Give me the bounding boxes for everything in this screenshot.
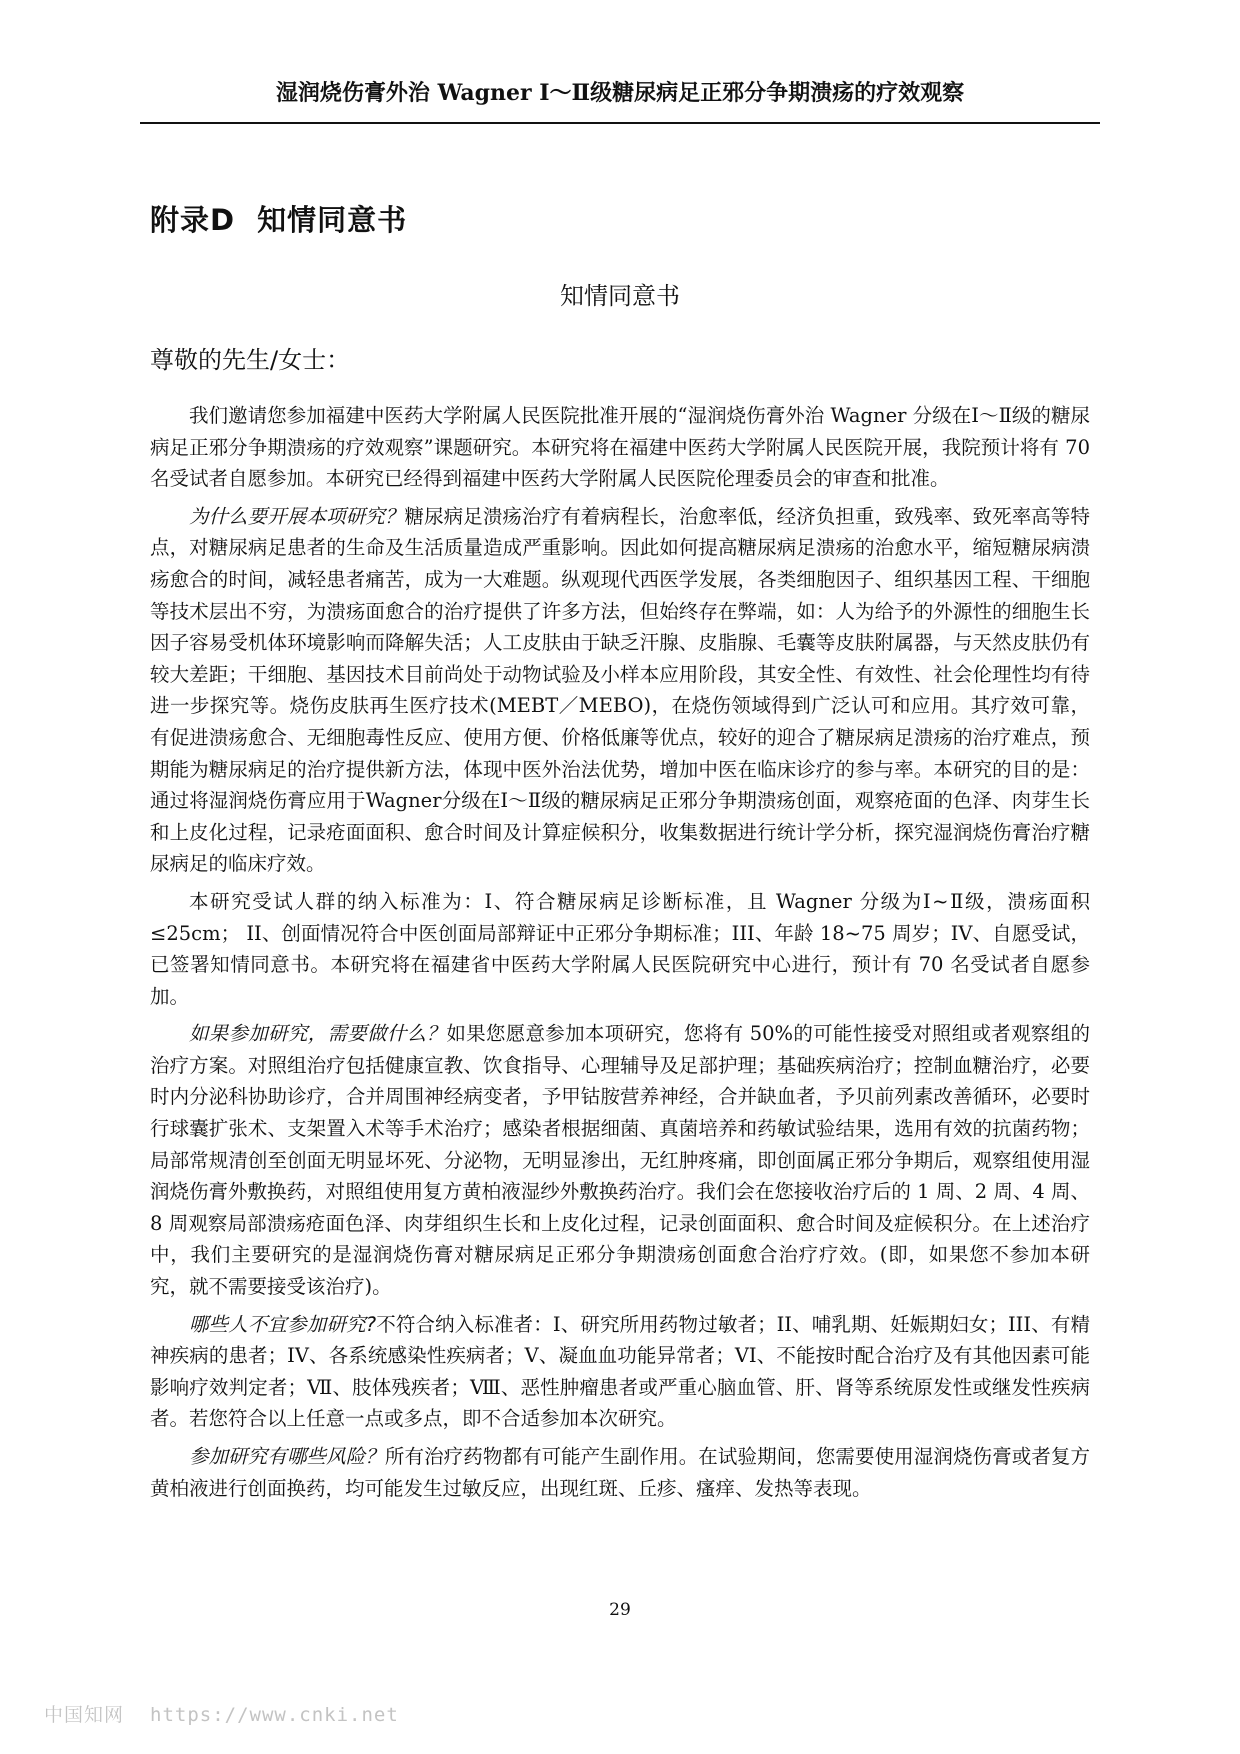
paragraph-lead-in: 哪些人不宜参加研究?: [189, 1312, 377, 1336]
page-number: 29: [609, 1600, 631, 1620]
paragraph-text: 糖尿病足溃疡治疗有着病程长，治愈率低，经济负担重，致残率、致死率高等特点，对糖尿病足患者的生命及生活质量造成严重影响。因此如何提高糖尿病足溃疡的治愈水平，缩短糖尿病溃疡愈合的时间，减轻患者痛苦，成为一大难题。纵观现代西医学发展，各类细胞因子、组织基因工程、干细胞等技术层出不穷，为溃疡面愈合的治疗提供了许多方法，但始终存在弊端，如：人为给予的外源性的细胞生长因子容易受机体环境影响而降解失活；人工皮肤由于缺乏汗腺、皮脂腺、毛囊等皮肤附属器，与天然皮肤仍有较大差距；干细胞、基因技术目前尚处于动物试验及小样本应用阶段，其安全性、有效性、社会伦理性均有待进一步探究等。烧伤皮肤再生医疗技术(MEBT／MEBO)，在烧伤领域得到广泛认可和应用。其疗效可靠，有促进溃疡愈合、无细胞毒性反应、使用方便、价格低廉等优点，较好的迎合了糖尿病足溃疡的治疗难点，预期能为糖尿病足的治疗提供新方法，体现中医外治法优势，增加中医在临床诊疗的参与率。本研究的目的是：通过将湿润烧伤膏应用于Wagner分级在Ⅰ～Ⅱ级的糖尿病足正邪分争期溃疡创面，观察疮面的色泽、肉芽生长和上皮化过程，记录疮面面积、愈合时间及计算症候积分，收集数据进行统计学分析，探究湿润烧伤膏治疗糖尿病足的临床疗效。: [150, 504, 1090, 876]
section-title: 知情同意书: [257, 203, 408, 237]
running-header: [140, 78, 1100, 124]
document-title: 知情同意书: [560, 282, 680, 310]
section-label: 附录D: [150, 203, 236, 237]
paragraph-text: 我们邀请您参加福建中医药大学附属人民医院批准开展的“湿润烧伤膏外治 Wagner 分级在Ⅰ～Ⅱ级的糖尿病足正邪分争期溃疡的疗效观察”课题研究。本研究将在福建中医药大学附属人民医院开展，我院预计将有 70 名受试者自愿参加。本研究已经得到福建中医药大学附属人民医院伦理委员会的审查和批准。: [150, 404, 1090, 491]
watermark: [44, 1700, 399, 1727]
paragraph-purpose: [150, 501, 1090, 880]
paragraph-text: 如果您愿意参加本项研究，您将有 50%的可能性接受对照组或者观察组的治疗方案。对照组治疗包括健康宣教、饮食指导、心理辅导及足部护理；基础疾病治疗；控制血糖治疗，必要时内分泌科协助诊疗，合并周围神经病变者，予甲钴胺营养神经，合并缺血者，予贝前列素改善循环，必要时行球囊扩张术、支架置入术等手术治疗；感染者根据细菌、真菌培养和药敏试验结果，选用有效的抗菌药物；局部常规清创至创面无明显坏死、分泌物，无明显渗出，无红肿疼痛，即创面属正邪分争期后，观察组使用湿润烧伤膏外敷换药，对照组使用复方黄柏液湿纱外敷换药治疗。我们会在您接收治疗后的 1 周、2 周、4 周、8 周观察局部溃疡疮面色泽、肉芽组织生长和上皮化过程，记录创面面积、愈合时间及症候积分。在上述治疗中，我们主要研究的是湿润烧伤膏对糖尿病足正邪分争期溃疡创面愈合治疗疗效。(即，如果您不参加本研究，就不需要接受该治疗)。: [150, 1022, 1090, 1299]
watermark-url: https://www.cnki.net: [150, 1704, 399, 1726]
paragraph-risks: [150, 1441, 1090, 1504]
paragraph-lead-in: 参加研究有哪些风险？: [189, 1445, 385, 1468]
salutation: 尊敬的先生/女士：: [150, 346, 351, 374]
running-title: 湿润烧伤膏外治 Wagner Ⅰ～Ⅱ级糖尿病足正邪分争期溃疡的疗效观察: [275, 80, 965, 106]
paragraph-exclusion: [150, 1309, 1090, 1435]
watermark-brand: 中国知网: [44, 1704, 125, 1726]
paragraph-text: 本研究受试人群的纳入标准为：I、符合糖尿病足诊断标准，且 Wagner 分级为Ⅰ~Ⅱ级，溃疡面积≤25cm； II、创面情况符合中医创面局部辩证中正邪分争期标准；III、年龄 18~75 周岁；IV、自愿受试，已签署知情同意书。本研究将在福建省中医药大学附属人民医院研究中心进行，预计有 70 名受试者自愿参加。: [150, 889, 1090, 1008]
paragraph-text: 不符合纳入标准者：I、研究所用药物过敏者；II、哺乳期、妊娠期妇女；III、有精神疾病的患者；IV、各系统感染性疾病者；V、凝血血功能异常者；VI、不能按时配合治疗及有其他因素可能影响疗效判定者；Ⅶ、肢体残疾者；Ⅷ、恶性肿瘤患者或严重心脑血管、肝、肾等系统原发性或继发性疾病者。若您符合以上任意一点或多点，即不合适参加本次研究。: [150, 1312, 1090, 1431]
paragraph-lead-in: 如果参加研究，需要做什么？: [189, 1022, 447, 1046]
paragraph-text: 所有治疗药物都有可能产生副作用。在试验期间，您需要使用湿润烧伤膏或者复方黄柏液进行创面换药，均可能发生过敏反应，出现红斑、丘疹、瘙痒、发热等表现。: [150, 1445, 1090, 1500]
body-text: [150, 400, 1090, 1510]
paragraph-inclusion: [150, 886, 1090, 1012]
paragraph-lead-in: 为什么要开展本项研究？: [189, 504, 405, 528]
section-heading: [150, 198, 407, 239]
paragraph-invitation: [150, 400, 1090, 495]
paragraph-procedure: [150, 1018, 1090, 1302]
